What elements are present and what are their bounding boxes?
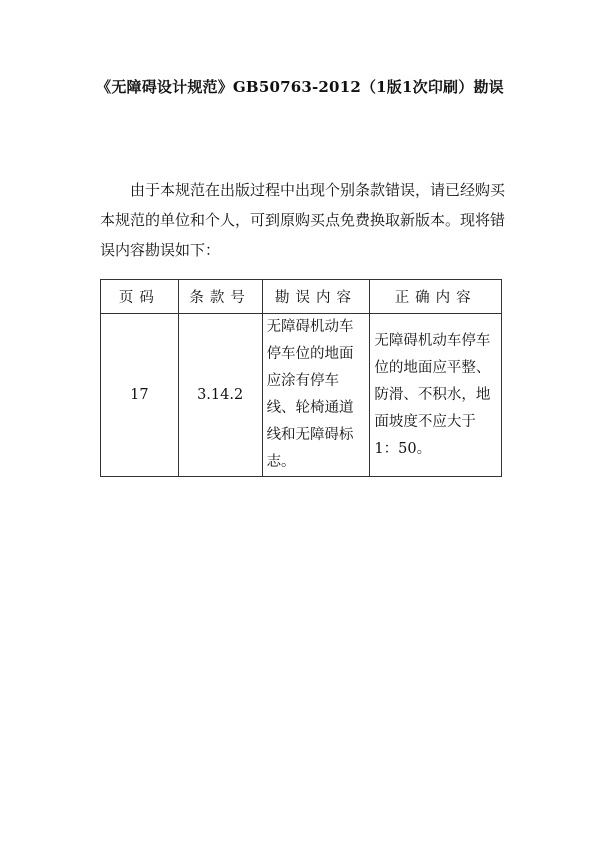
header-clause: 条款号: [178, 280, 262, 314]
header-correct: 正确内容: [370, 280, 502, 314]
intro-paragraph: 由于本规范在出版过程中出现个别条款错误，请已经购买本规范的单位和个人，可到原购买点免费换取新版本。现将错误内容勘误如下：: [100, 181, 506, 259]
page-title: 《无障碍设计规范》GB50763-2012（1版1次印刷）勘误: [96, 78, 504, 96]
errata-table: [100, 279, 502, 477]
cell-correct: 无障碍机动车停车位的地面应平整、防滑、不积水，地面坡度不应大于1：50。: [370, 314, 502, 477]
cell-erratum: 无障碍机动车停车位的地面应涂有停车线、轮椅通道线和无障碍标志。: [262, 314, 370, 477]
table-row: [101, 314, 502, 477]
table-header-row: [101, 280, 502, 314]
cell-page: 17: [101, 314, 179, 477]
cell-clause: 3.14.2: [178, 314, 262, 477]
header-erratum: 勘误内容: [262, 280, 370, 314]
header-page: 页码: [101, 280, 179, 314]
